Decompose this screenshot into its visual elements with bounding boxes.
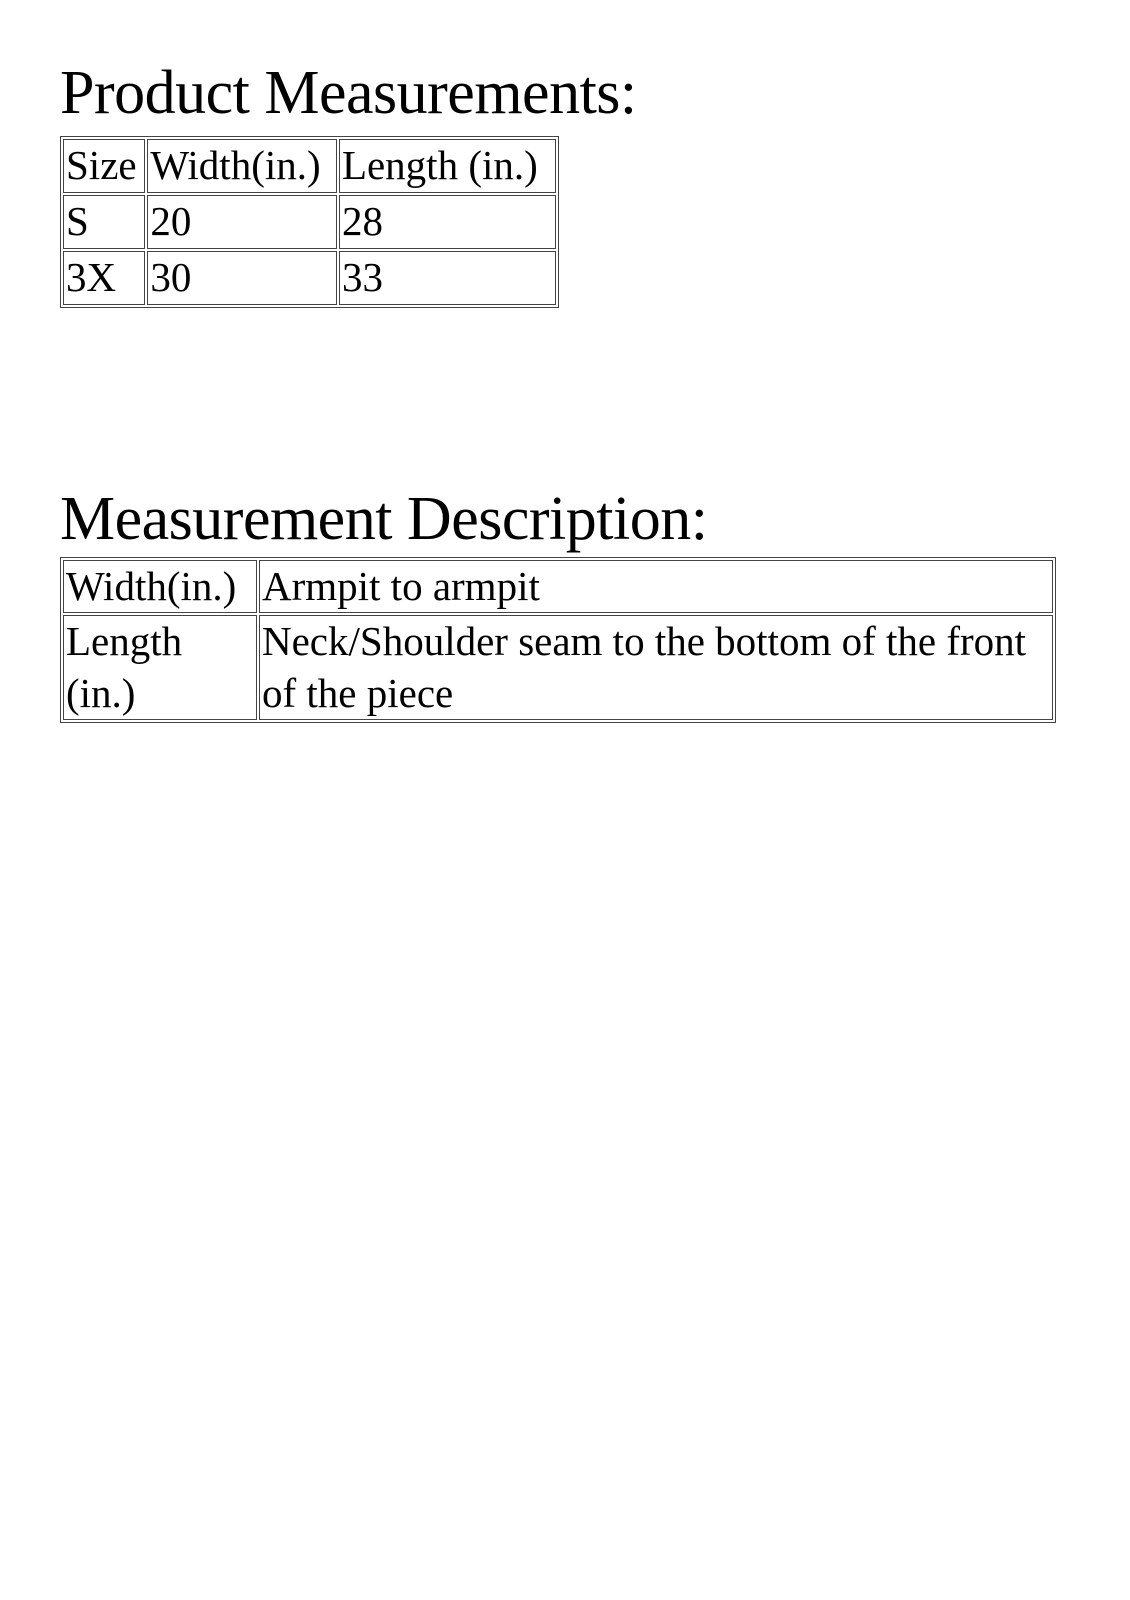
measure-name-cell: Length (in.) (63, 615, 257, 720)
table-header-row (63, 139, 556, 193)
table-row (63, 560, 1053, 613)
measurements-table (60, 136, 559, 308)
description-table (60, 557, 1056, 723)
table-row (63, 251, 556, 305)
width-cell: 30 (147, 251, 337, 305)
measure-name-cell: Width(in.) (63, 560, 257, 613)
table-row (63, 615, 1053, 720)
length-cell: 33 (339, 251, 556, 305)
width-cell: 20 (147, 195, 337, 249)
length-cell: 28 (339, 195, 556, 249)
measurements-title: Product Measurements: (60, 59, 637, 127)
description-title: Measurement Description: (60, 485, 708, 553)
size-cell: S (63, 195, 145, 249)
measure-description-cell: Neck/Shoulder seam to the bottom of the front of the piece (259, 615, 1053, 720)
header-width: Width(in.) (147, 139, 337, 193)
header-length: Length (in.) (339, 139, 556, 193)
table-row (63, 195, 556, 249)
size-cell: 3X (63, 251, 145, 305)
header-size: Size (63, 139, 145, 193)
measure-description-cell: Armpit to armpit (259, 560, 1053, 613)
